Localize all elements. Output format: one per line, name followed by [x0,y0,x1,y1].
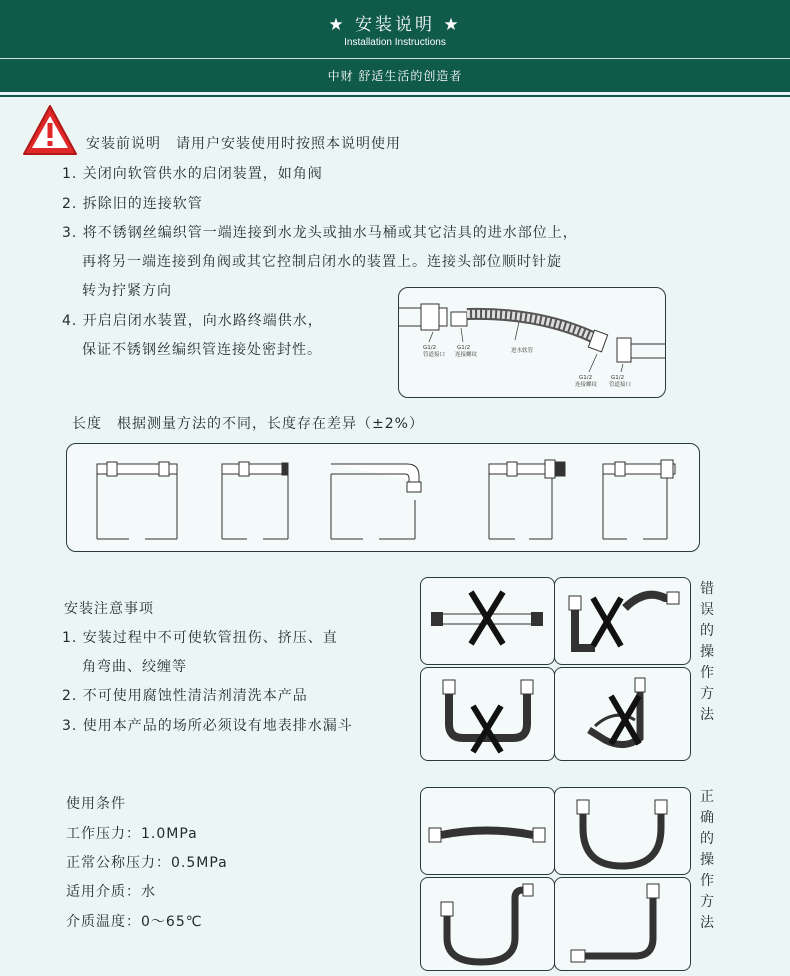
notes-item: 角弯曲、绞缠等 [82,659,187,675]
tangled-hose-figure [555,668,690,760]
label-g1-desc: 管道接口 [423,352,446,358]
install-step: 保证不锈钢丝编织管连接处密封性。 [82,342,322,358]
label-g4: G1/2 [611,375,625,381]
install-step: 1. 关闭向软管供水的启闭装置，如角阀 [62,166,323,182]
right-method-straight [420,787,555,875]
sharp-bend-figure [555,578,690,664]
label-g1: G1/2 [423,345,437,351]
j-curve-figure [421,878,554,970]
hose-connection-diagram [398,287,666,398]
notes-item: 3. 使用本产品的场所必须设有地表排水漏斗 [62,718,353,734]
page-subtitle: Installation Instructions [344,37,446,48]
notes-item: 1. 安装过程中不可使软管扭伤、挤压、直 [62,630,338,646]
label-g3: G1/2 [579,375,593,381]
right-method-l-curve [554,877,691,971]
twisted-hose-figure [421,578,554,664]
length-note: 长度 根据测量方法的不同，长度存在差异（±2%） [72,416,424,432]
right-method-j-curve [420,877,555,971]
medium-temperature: 介质温度：0～65℃ [66,914,203,930]
nominal-pressure: 正常公称压力：0.5MPa [66,855,228,871]
label-g4-desc: 管道接口 [609,382,632,388]
working-pressure: 工作压力：1.0MPa [66,826,198,842]
length-measurement-diagram [66,443,700,552]
install-step: 再将另一端连接到角阀或其它控制启闭水的装置上。连接头部位顺时针旋 [82,254,562,270]
header-divider [0,58,790,59]
install-step: 3. 将不锈钢丝编织管一端连接到水龙头或抽水马桶或其它洁具的进水部位上， [62,225,578,241]
u-curve-figure [555,788,690,874]
u-loop-figure [421,668,554,760]
wrong-method-tangle [554,667,691,761]
wrong-method-u-loop [420,667,555,761]
install-step: 4. 开启启闭水装置，向水路终端供水， [62,313,323,329]
install-intro: 安装前说明 请用户安装使用时按照本说明使用 [86,136,401,152]
label-g2-desc: 连接螺纹 [455,352,478,358]
hose-illustration [399,288,665,397]
wrong-method-label: 错 误 的 操 作 方 法 [700,581,714,723]
notes-item: 2. 不可使用腐蚀性清洁剂清洗本产品 [62,688,308,704]
brand-slogan: 中财 舒适生活的创造者 [327,69,463,83]
install-step: 转为拧紧方向 [82,283,172,299]
header-underline [0,95,790,97]
page-title: ★ 安装说明 ★ [328,15,462,35]
label-g2: G1/2 [457,345,471,351]
install-step: 2. 拆除旧的连接软管 [62,196,203,212]
right-method-label: 正 确 的 操 作 方 法 [700,789,714,931]
wrong-method-sharp-bend [554,577,691,665]
warning-icon [20,102,80,160]
wrong-method-twist [420,577,555,665]
header-banner [0,0,790,92]
label-hose: 进水软管 [511,348,534,354]
medium: 适用介质：水 [66,884,156,900]
conditions-title: 使用条件 [66,796,126,812]
length-illustration [67,444,699,551]
straight-hose-figure [421,788,554,874]
right-method-u-curve [554,787,691,875]
notes-title: 安装注意事项 [64,601,154,617]
label-g3-desc: 连接螺纹 [575,382,598,388]
l-curve-figure [555,878,690,970]
